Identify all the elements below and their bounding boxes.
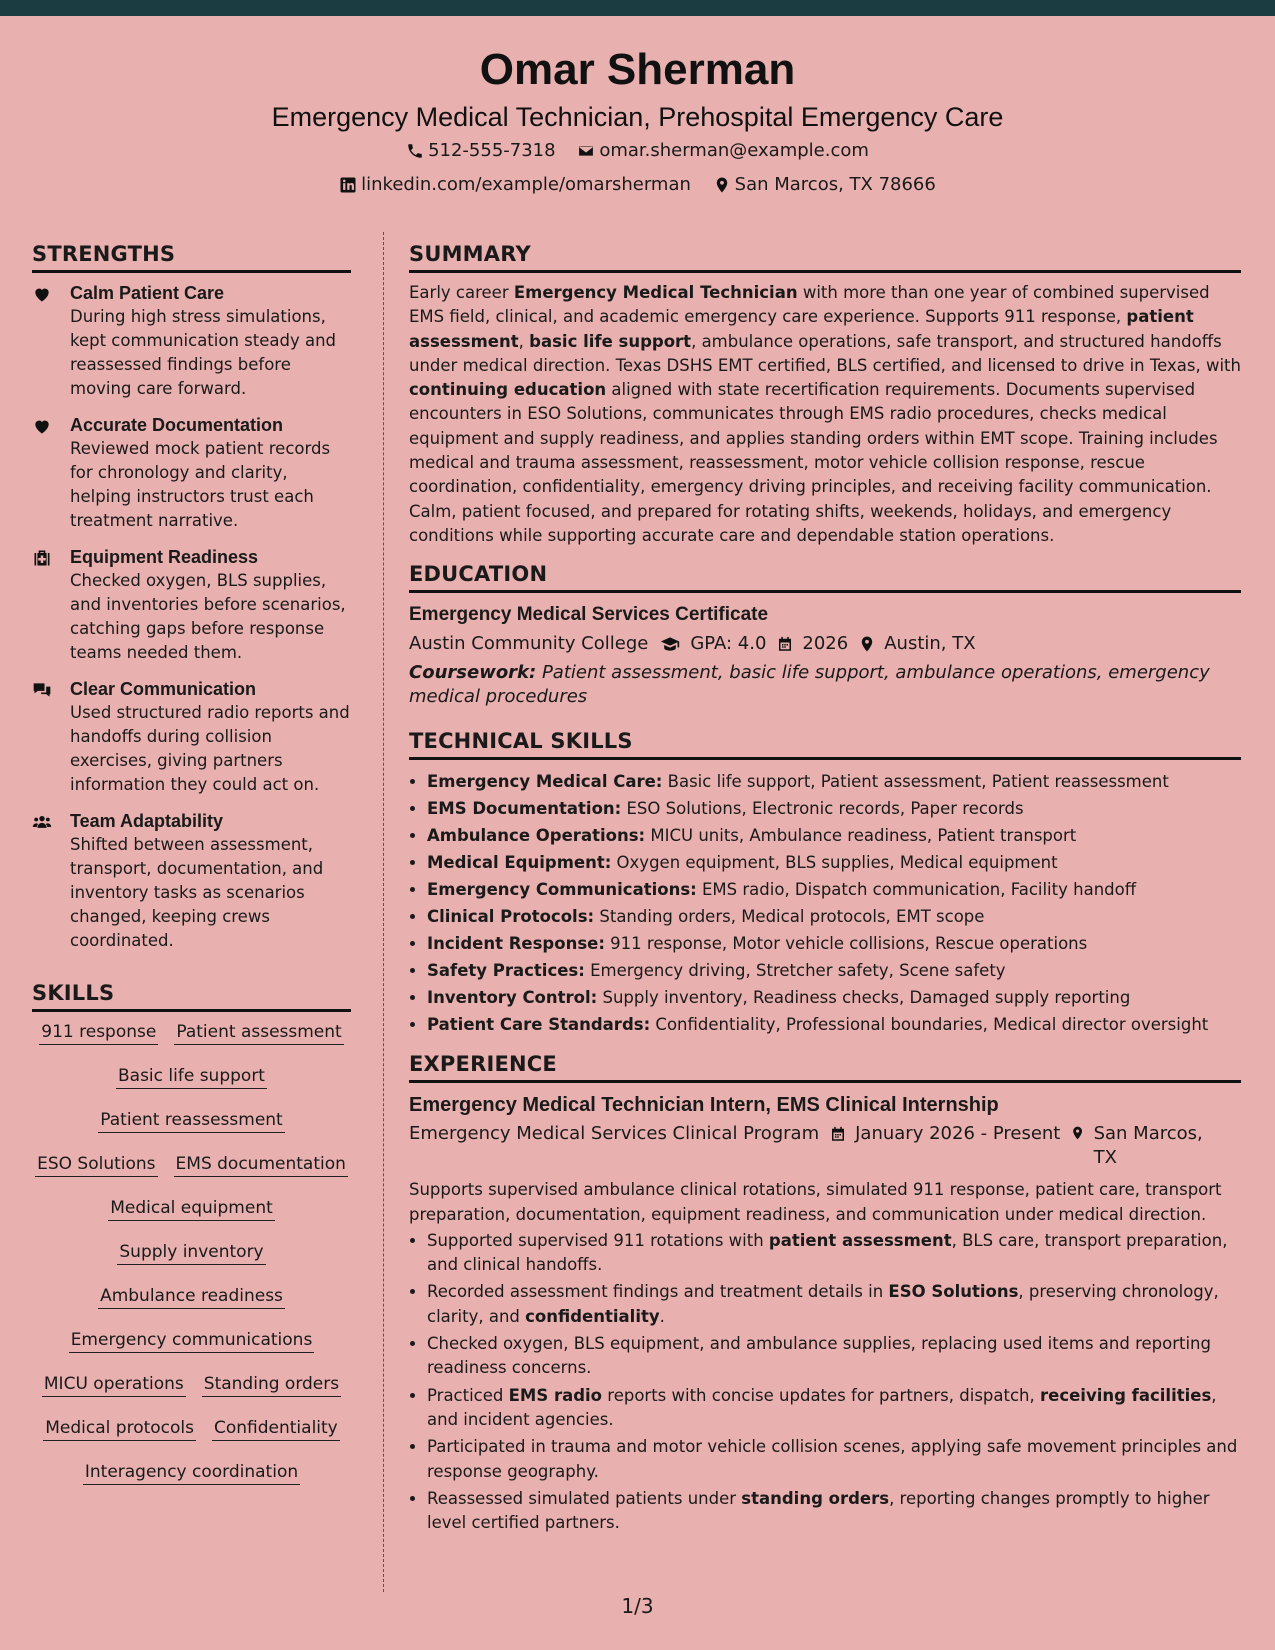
skills-row [32, 1108, 351, 1133]
technical-skills-heading: TECHNICAL SKILLS [409, 727, 1241, 760]
skill-chip: Medical protocols [43, 1416, 196, 1441]
email-contact[interactable] [577, 138, 869, 164]
technical-skill-label: Emergency Communications: [427, 880, 697, 900]
summary-segment: patient assessment [409, 307, 1194, 351]
location-text: San Marcos, TX 78666 [734, 174, 936, 195]
edu-location-text: Austin, TX [884, 633, 976, 655]
candidate-name: Omar Sherman [479, 45, 796, 94]
degree-title: Emergency Medical Services Certificate [409, 604, 769, 626]
year-item [776, 629, 848, 659]
school-name: Austin Community College [409, 633, 649, 655]
technical-skill-value: MICU units, Ambulance readiness, Patient transport [645, 826, 1077, 846]
strength-description: Shifted between assessment, transport, documentation, and inventory tasks as scenarios changed, keeping crews coordinated. [70, 835, 324, 950]
skill-chip: Standing orders [202, 1372, 341, 1397]
experience-bullet [427, 1332, 1241, 1381]
technical-skill-item [427, 795, 1241, 822]
bullet-segment: reports with concise updates for partners, dispatch, [602, 1385, 1040, 1405]
summary-segment: Emergency Medical Technician [513, 283, 798, 302]
bullet-segment: EMS radio [508, 1385, 603, 1405]
bullet-segment: confidentiality [525, 1306, 660, 1326]
strength-title: Equipment Readiness [70, 547, 259, 567]
strength-title: Calm Patient Care [70, 283, 225, 303]
strength-description: During high stress simulations, kept communication steady and reassessed findings before moving care forward. [70, 307, 337, 398]
technical-skill-item [427, 984, 1241, 1011]
heart-icon [32, 413, 70, 533]
skill-chip: Emergency communications [69, 1328, 315, 1353]
job-meta [409, 1119, 1241, 1170]
skill-chip: MICU operations [42, 1372, 186, 1397]
bullet-segment: , preserving chronology, clarity, and [427, 1282, 1219, 1326]
skills-row [32, 1240, 351, 1265]
map-pin-icon [858, 635, 876, 653]
team-icon [32, 809, 70, 953]
strength-title: Accurate Documentation [70, 415, 284, 435]
technical-skill-item [427, 930, 1241, 957]
skill-chip: Ambulance readiness [98, 1284, 285, 1309]
technical-skill-item [427, 768, 1241, 795]
strength-item [32, 281, 351, 401]
summary-segment: , [518, 331, 530, 351]
technical-skill-value: Confidentiality, Professional boundaries, Medical director oversight [650, 1015, 1209, 1035]
experience-bullet [427, 1487, 1241, 1536]
skill-chip: Confidentiality [212, 1416, 340, 1441]
technical-skill-value: Basic life support, Patient assessment, Patient reassessment [662, 772, 1169, 792]
job-dates-item [829, 1119, 1060, 1149]
technical-skill-label: Clinical Protocols: [427, 907, 595, 927]
resume-header [0, 16, 1275, 204]
experience-bullet [427, 1280, 1241, 1329]
edu-location-item [858, 629, 975, 659]
strengths-list [32, 281, 351, 953]
gpa-item [658, 629, 766, 659]
linkedin-contact[interactable] [339, 172, 691, 198]
graduation-cap-icon [658, 634, 682, 654]
job-intro: Supports supervised ambulance clinical rotations, simulated 911 response, patient care, transport preparation, documentation, equipment readiness, and communication under medical direction. [409, 1180, 1222, 1224]
skills-list [32, 1020, 351, 1485]
skills-row [32, 1196, 351, 1221]
contact-line-1 [0, 138, 1275, 168]
technical-skill-value: Standing orders, Medical protocols, EMT scope [594, 907, 985, 927]
linkedin-text: linkedin.com/example/omarsherman [361, 174, 691, 195]
contact-line-2 [0, 172, 1275, 202]
envelope-icon [577, 142, 595, 160]
bullet-segment: , and incident agencies. [427, 1385, 1217, 1429]
skills-row [32, 1064, 351, 1089]
summary-segment: basic life support [529, 331, 692, 351]
skills-row [32, 1328, 351, 1353]
bullet-segment: Checked oxygen, BLS equipment, and ambulance supplies, replacing used items and reporting readiness concerns. [427, 1334, 1211, 1378]
technical-skill-value: EMS radio, Dispatch communication, Facility handoff [696, 880, 1137, 900]
medical-kit-icon [32, 545, 70, 665]
technical-skill-item [427, 849, 1241, 876]
summary-text [409, 281, 1241, 548]
skills-heading: SKILLS [32, 979, 351, 1012]
bullet-segment: Reassessed simulated patients under [427, 1488, 742, 1508]
page-number: 1/3 [621, 1594, 654, 1618]
skill-chip: 911 response [39, 1020, 158, 1045]
technical-skills-list [409, 768, 1241, 1038]
technical-skill-label: EMS Documentation: [427, 799, 622, 819]
education-heading: EDUCATION [409, 560, 1241, 593]
phone-text: 512-555-7318 [428, 140, 556, 161]
summary-segment: aligned with state recertification requirements. Documents supervised encounters in ESO Solutions, communicates through EMS radio procedures, checks medical equipment and supply readiness, and applies standing orders within EMT scope. Training includes medical and trauma assessment, reassessment, motor vehicle collision response, rescue coordination, confidentiality, emergency driving principles, and receiving facility communication. Calm, patient focused, and prepared for rotating shifts, weekends, holidays, and emergency conditions while supporting accurate care and dependable station operations. [409, 380, 1218, 545]
linkedin-icon [339, 176, 357, 194]
skill-chip: Supply inventory [117, 1240, 265, 1265]
summary-segment: with more than one year of combined supervised EMS field, clinical, and academic emergency care experience. Supports 911 response, [409, 283, 1210, 327]
summary-segment: Early career [409, 283, 514, 302]
job-title: Emergency Medical Technician Intern, EMS Clinical Internship [409, 1094, 999, 1117]
coursework [409, 661, 1241, 709]
experience-bullets [409, 1229, 1241, 1536]
calendar-icon [776, 635, 794, 653]
phone-icon [406, 142, 424, 160]
email-text: omar.sherman@example.com [599, 140, 869, 161]
skill-chip: Patient reassessment [98, 1108, 284, 1133]
skill-chip: Medical equipment [108, 1196, 275, 1221]
skills-row [32, 1416, 351, 1441]
job-location-text: San Marcos, TX [1093, 1123, 1203, 1169]
summary-heading: SUMMARY [409, 240, 1241, 273]
technical-skill-item [427, 957, 1241, 984]
location-contact [713, 172, 936, 198]
summary-segment: , ambulance operations, safe transport, and structured handoffs under medical direction. Texas DSHS EMT certified, BLS certified, and licensed to drive in Texas, with [409, 331, 1241, 375]
technical-skill-label: Inventory Control: [427, 988, 598, 1008]
bullet-segment: receiving facilities [1040, 1385, 1212, 1405]
strength-title: Clear Communication [70, 679, 257, 699]
bullet-segment: patient assessment [768, 1230, 952, 1250]
technical-skill-label: Emergency Medical Care: [427, 772, 663, 792]
summary-segment: continuing education [409, 380, 607, 400]
strength-description: Used structured radio reports and handoffs during collision exercises, giving partners information they could act on. [70, 703, 350, 794]
map-pin-icon [713, 176, 731, 194]
bullet-segment: Practiced [427, 1385, 509, 1405]
strength-description: Checked oxygen, BLS supplies, and inventories before scenarios, catching gaps before response teams needed them. [70, 571, 346, 662]
phone-contact[interactable] [406, 138, 556, 164]
technical-skill-label: Safety Practices: [427, 961, 585, 981]
chat-bubbles-icon [32, 677, 70, 797]
strength-item [32, 413, 351, 533]
coursework-text: Patient assessment, basic life support, ambulance operations, emergency medical procedures [409, 662, 1210, 708]
bullet-segment: standing orders [741, 1488, 890, 1508]
technical-skill-item [427, 822, 1241, 849]
experience-bullet [427, 1435, 1241, 1484]
calendar-icon [829, 1125, 847, 1143]
job-location-item [1070, 1119, 1210, 1170]
bullet-segment: , BLS care, transport preparation, and clinical handoffs. [427, 1230, 1228, 1275]
strength-item [32, 809, 351, 953]
technical-skill-value: 911 response, Motor vehicle collisions, Rescue operations [604, 934, 1088, 954]
experience-bullet [427, 1229, 1241, 1278]
skills-row [32, 1284, 351, 1309]
column-divider [383, 232, 384, 1592]
experience-bullet [427, 1384, 1241, 1433]
strength-item [32, 545, 351, 665]
coursework-label: Coursework: [409, 662, 537, 684]
bullet-segment: Participated in trauma and motor vehicle collision scenes, applying safe movement principles and response geography. [427, 1437, 1238, 1481]
skill-chip: Basic life support [116, 1064, 267, 1089]
org-name: Emergency Medical Services Clinical Program [409, 1123, 820, 1145]
technical-skill-item [427, 1011, 1241, 1038]
experience-heading: EXPERIENCE [409, 1050, 1241, 1083]
gpa-text: GPA: 4.0 [690, 633, 767, 655]
technical-skill-item [427, 903, 1241, 930]
technical-skill-value: Supply inventory, Readiness checks, Damaged supply reporting [597, 988, 1131, 1008]
technical-skill-value: Emergency driving, Stretcher safety, Scene safety [584, 961, 1006, 981]
strength-description: Reviewed mock patient records for chronology and clarity, helping instructors trust each treatment narrative. [70, 439, 331, 530]
strength-item [32, 677, 351, 797]
candidate-title: Emergency Medical Technician, Prehospital Emergency Care [271, 102, 1004, 132]
bullet-segment: ESO Solutions [888, 1282, 1019, 1302]
map-pin-icon [1070, 1124, 1085, 1142]
skills-row [32, 1460, 351, 1485]
left-column [32, 240, 351, 1504]
bullet-segment: , reporting changes promptly to higher level certified partners. [427, 1488, 1210, 1533]
job-dates-text: January 2026 - Present [855, 1123, 1061, 1145]
strengths-heading: STRENGTHS [32, 240, 351, 273]
strength-title: Team Adaptability [70, 811, 224, 831]
year-text: 2026 [802, 633, 849, 655]
skill-chip: Patient assessment [174, 1020, 343, 1045]
skills-row [32, 1152, 351, 1177]
skill-chip: ESO Solutions [35, 1152, 157, 1177]
technical-skill-value: Oxygen equipment, BLS supplies, Medical equipment [611, 853, 1058, 873]
bullet-segment: . [659, 1306, 665, 1326]
right-column [409, 240, 1241, 1538]
technical-skill-label: Incident Response: [427, 934, 605, 954]
technical-skill-label: Medical Equipment: [427, 853, 612, 873]
skill-chip: EMS documentation [174, 1152, 348, 1177]
top-accent-bar [0, 0, 1275, 16]
technical-skill-label: Ambulance Operations: [427, 826, 646, 846]
bullet-segment: Supported supervised 911 rotations with [427, 1230, 769, 1250]
heart-icon [32, 281, 70, 401]
technical-skill-item [427, 876, 1241, 903]
technical-skill-label: Patient Care Standards: [427, 1015, 651, 1035]
bullet-segment: Recorded assessment findings and treatment details in [427, 1282, 889, 1302]
technical-skill-value: ESO Solutions, Electronic records, Paper records [621, 799, 1024, 819]
skills-row [32, 1372, 351, 1397]
skills-row [32, 1020, 351, 1045]
education-meta [409, 629, 1241, 659]
skill-chip: Interagency coordination [83, 1460, 300, 1485]
